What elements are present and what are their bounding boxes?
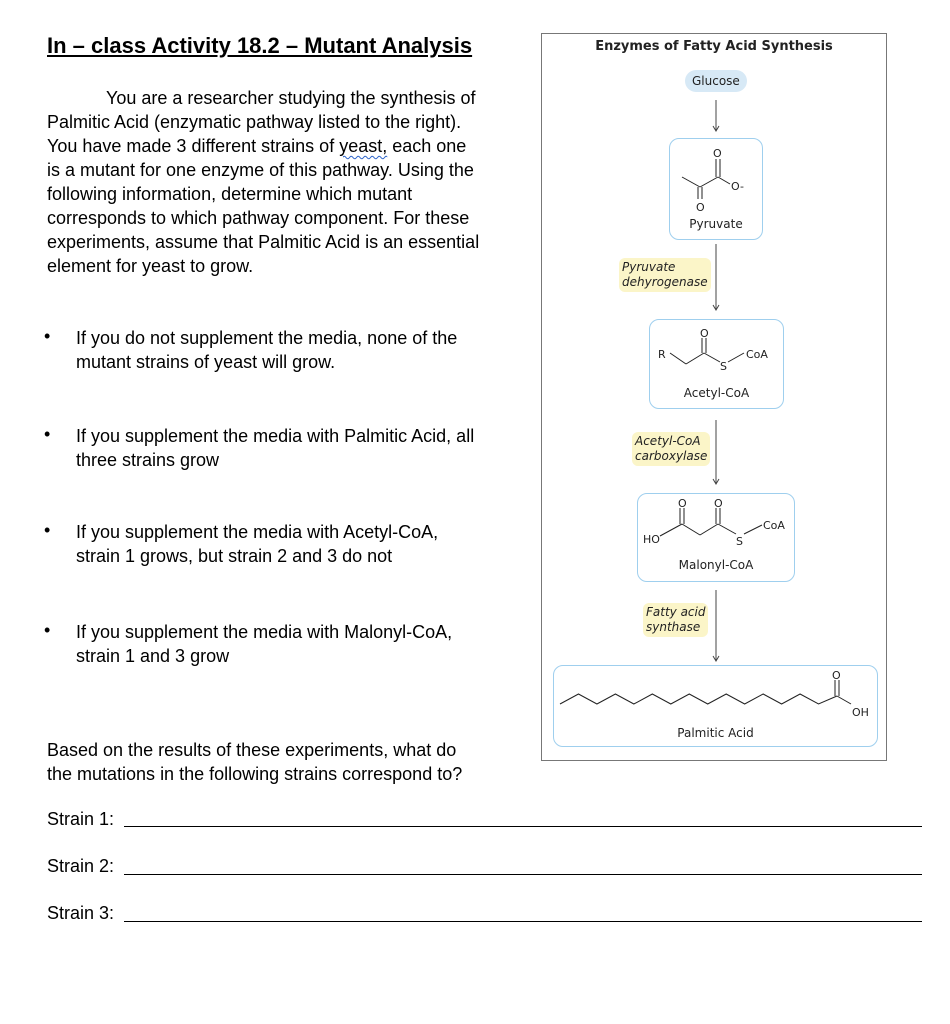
intro-line: following information, determine which mutant xyxy=(47,184,413,204)
compound-label: Palmitic Acid xyxy=(677,726,754,740)
atom: S xyxy=(736,535,743,548)
bullet-line: strain 1 and 3 grow xyxy=(76,646,230,666)
diagram-title: Enzymes of Fatty Acid Synthesis xyxy=(595,39,833,54)
acetyl-coa-structure xyxy=(650,320,785,380)
bullet-line: three strains grow xyxy=(76,450,220,470)
glucose-label: Glucose xyxy=(685,70,747,92)
pyruvate-structure xyxy=(670,139,764,219)
atom: O xyxy=(696,201,705,214)
bullet-dot: • xyxy=(44,520,51,540)
enzyme-line: carboxylase xyxy=(635,449,708,463)
strain-2-label: Strain 2: xyxy=(47,856,115,876)
bullet-line: If you supplement the media with Palmitic Acid, all xyxy=(76,426,475,446)
intro-line: corresponds to which pathway component. For these xyxy=(47,208,470,228)
malonyl-coa-box xyxy=(637,493,795,582)
enzyme-line: Acetyl-CoA xyxy=(635,434,701,448)
strain-2-answer-blank[interactable] xyxy=(124,874,922,875)
pathway-diagram xyxy=(541,33,887,761)
enzyme-acetyl-coa-carboxylase xyxy=(632,432,710,466)
text: each one xyxy=(387,136,467,156)
bullet-dot: • xyxy=(44,326,51,346)
intro-line: Palmitic Acid (enzymatic pathway listed to the right). xyxy=(47,112,462,132)
compound-label: Acetyl-CoA xyxy=(683,386,750,400)
atom: O xyxy=(700,327,709,340)
enzyme-line: dehyrogenase xyxy=(622,275,708,289)
question-line: Based on the results of these experiments, what do xyxy=(47,740,457,760)
atom: HO xyxy=(643,533,660,546)
atom: O- xyxy=(731,180,744,193)
bullet-line: strain 1 grows, but strain 2 and 3 do not xyxy=(76,546,393,566)
enzyme-fatty-acid-synthase xyxy=(643,603,708,637)
malonyl-coa-structure xyxy=(638,494,796,554)
bullet-line: If you supplement the media with Malonyl-CoA, xyxy=(76,622,453,642)
atom: S xyxy=(720,360,727,373)
atom: CoA xyxy=(746,348,768,361)
atom: O xyxy=(713,147,722,160)
question-line: the mutations in the following strains correspond to? xyxy=(47,764,463,784)
intro-line: You are a researcher studying the synthesis of xyxy=(106,88,476,108)
bullet-line: If you supplement the media with Acetyl-CoA, xyxy=(76,522,439,542)
bullet-dot: • xyxy=(44,424,51,444)
enzyme-line: Pyruvate xyxy=(622,260,676,274)
compound-label: Malonyl-CoA xyxy=(678,558,754,572)
page-title: In – class Activity 18.2 – Mutant Analysis xyxy=(47,33,473,58)
acetyl-coa-box xyxy=(649,319,784,409)
intro-line: is a mutant for one enzyme of this pathway. Using the xyxy=(47,160,474,180)
strain-1-label: Strain 1: xyxy=(47,809,115,829)
pyruvate-box xyxy=(669,138,763,240)
spellcheck-word: yeast, xyxy=(339,136,388,156)
intro-line: experiments, assume that Palmitic Acid is an essential xyxy=(47,232,480,252)
palmitic-acid-structure xyxy=(554,666,879,726)
compound-label: Pyruvate xyxy=(689,217,743,231)
intro-line: element for yeast to grow. xyxy=(47,256,254,276)
atom: O xyxy=(714,497,723,510)
intro-line xyxy=(47,134,466,158)
enzyme-pyruvate-dehydrogenase xyxy=(619,258,711,292)
text: You have made 3 different strains of xyxy=(47,136,340,156)
carbon-chain xyxy=(560,694,837,704)
atom: OH xyxy=(852,706,869,719)
enzyme-line: synthase xyxy=(646,620,701,634)
enzyme-line: Fatty acid xyxy=(646,605,706,619)
strain-3-answer-blank[interactable] xyxy=(124,921,922,922)
bullet-line: mutant strains of yeast will grow. xyxy=(76,352,336,372)
palmitic-acid-box xyxy=(553,665,878,747)
atom: O xyxy=(832,669,841,682)
strain-1-answer-blank[interactable] xyxy=(124,826,922,827)
atom: CoA xyxy=(763,519,785,532)
atom: O xyxy=(678,497,687,510)
bullet-line: If you do not supplement the media, none of the xyxy=(76,328,458,348)
strain-3-label: Strain 3: xyxy=(47,903,115,923)
atom: R xyxy=(658,348,666,361)
bullet-dot: • xyxy=(44,620,51,640)
